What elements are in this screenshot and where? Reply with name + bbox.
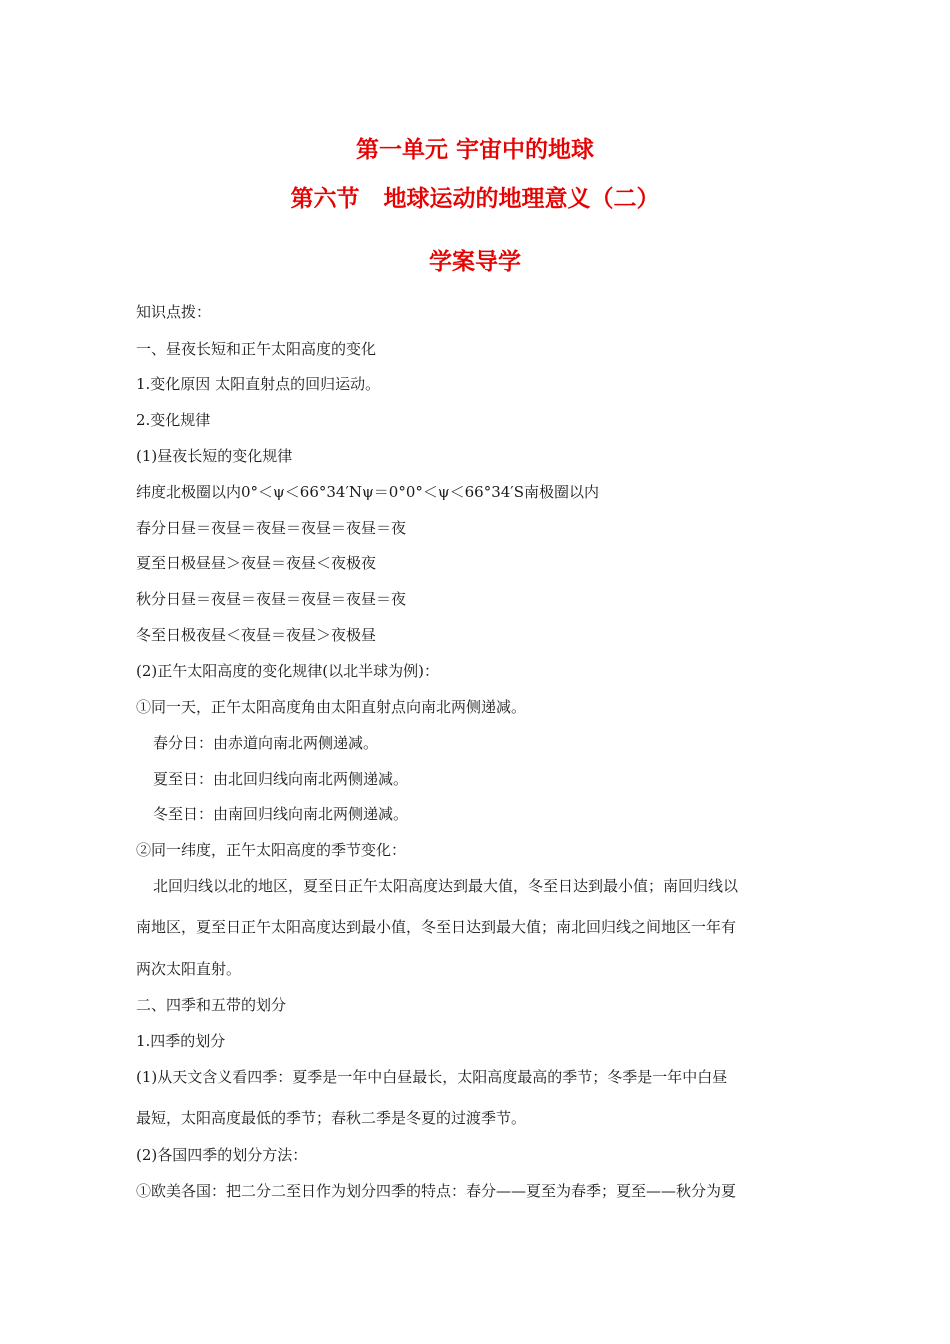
paragraph-line: 二、四季和五带的划分 [136, 996, 287, 1014]
section-title: 第六节 地球运动的地理意义（二） [290, 186, 660, 212]
paragraph-line: 纬度北极圈以内0°＜ψ＜66°34′Nψ＝0°0°＜ψ＜66°34′S南极圈以内 [136, 483, 599, 501]
paragraph-line: 1.变化原因 太阳直射点的回归运动。 [136, 375, 381, 393]
paragraph-line: 2.变化规律 [136, 411, 211, 429]
unit-title: 第一单元 宇宙中的地球 [355, 137, 594, 163]
paragraph-line: (1)从天文含义看四季：夏季是一年中白昼最长，太阳高度最高的季节；冬季是一年中白昼 [136, 1068, 728, 1086]
paragraph-line: 春分日昼＝夜昼＝夜昼＝夜昼＝夜昼＝夜 [136, 519, 407, 537]
paragraph-line: ②同一纬度，正午太阳高度的季节变化： [136, 841, 407, 859]
paragraph-line: (2)各国四季的划分方法： [136, 1146, 308, 1164]
paragraph-line: 最短，太阳高度最低的季节；春秋二季是冬夏的过渡季节。 [136, 1109, 527, 1127]
paragraph-line: 一、昼夜长短和正午太阳高度的变化 [136, 340, 377, 358]
guide-title: 学案导学 [429, 249, 521, 275]
paragraph-line: 冬至日：由南回归线向南北两侧递减。 [153, 805, 409, 823]
paragraph-line: 夏至日：由北回归线向南北两侧递减。 [153, 770, 409, 788]
paragraph-line: (1)昼夜长短的变化规律 [136, 447, 293, 465]
paragraph-line: 1.四季的划分 [136, 1032, 226, 1050]
paragraph-line: 冬至日极夜昼＜夜昼＝夜昼＞夜极昼 [136, 626, 377, 644]
paragraph-line: 秋分日昼＝夜昼＝夜昼＝夜昼＝夜昼＝夜 [136, 590, 407, 608]
paragraph-line: 春分日：由赤道向南北两侧递减。 [153, 734, 379, 752]
paragraph-line: 北回归线以北的地区，夏至日正午太阳高度达到最大值，冬至日达到最小值；南回归线以 [153, 877, 739, 895]
paragraph-line: ①欧美各国：把二分二至日作为划分四季的特点：春分——夏至为春季；夏至——秋分为夏 [136, 1182, 737, 1200]
paragraph-line: 两次太阳直射。 [136, 960, 242, 978]
paragraph-line: (2)正午太阳高度的变化规律(以北半球为例)： [136, 662, 439, 680]
paragraph-line: ①同一天，正午太阳高度角由太阳直射点向南北两侧递减。 [136, 698, 527, 716]
paragraph-line: 知识点拨： [136, 303, 212, 321]
paragraph-line: 夏至日极昼昼＞夜昼＝夜昼＜夜极夜 [136, 554, 377, 572]
paragraph-line: 南地区，夏至日正午太阳高度达到最小值，冬至日达到最大值；南北回归线之间地区一年有 [136, 918, 737, 936]
